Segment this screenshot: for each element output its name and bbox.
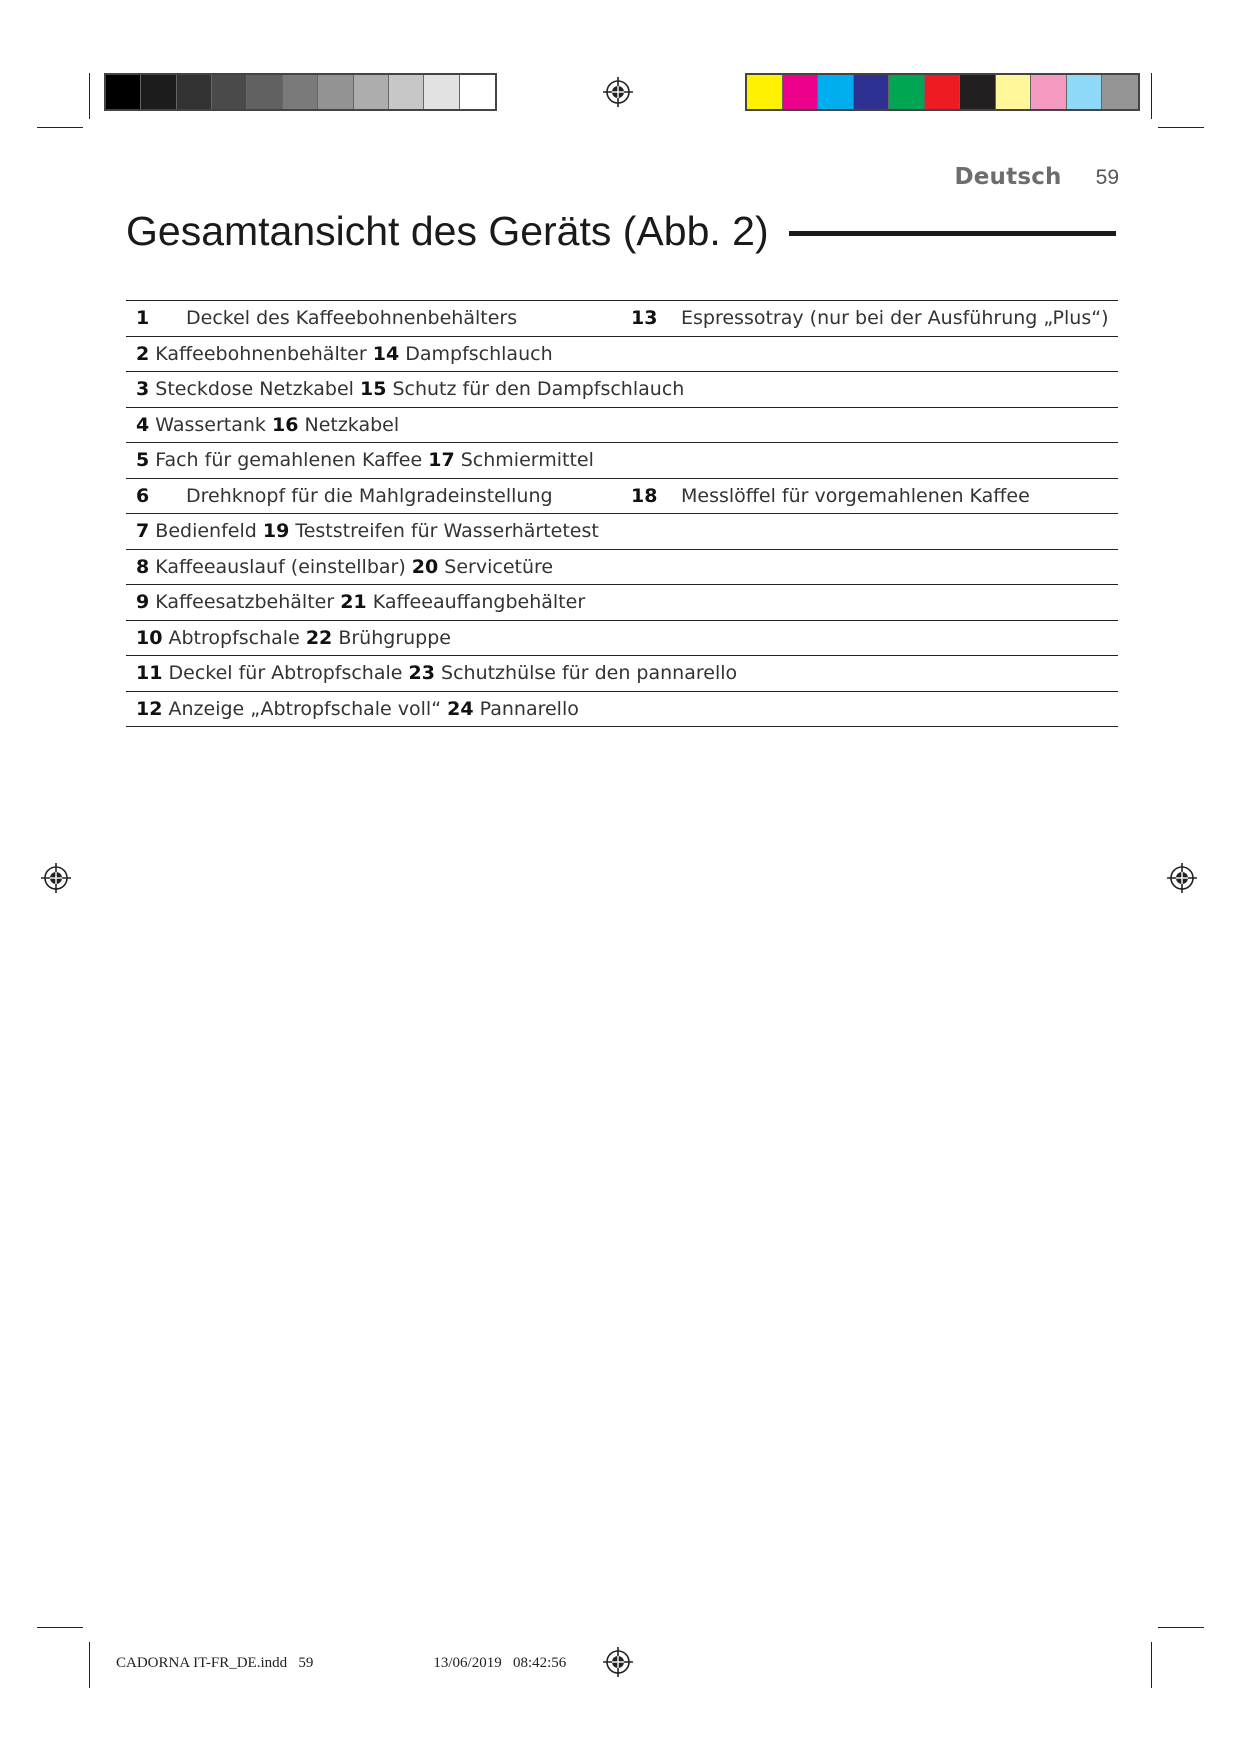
table-row <box>126 337 1118 373</box>
crop-mark <box>37 1627 83 1628</box>
part-number: 10 <box>136 626 163 649</box>
running-head <box>954 164 1119 190</box>
table-row <box>126 514 1118 550</box>
part-number: 5 <box>136 449 150 471</box>
color-swatch <box>747 75 783 109</box>
part-number: 9 <box>136 591 150 613</box>
part-number: 22 <box>305 626 333 649</box>
part-number: 4 <box>136 413 150 436</box>
part-name: Wassertank <box>155 413 266 436</box>
color-swatch <box>1031 75 1067 109</box>
color-swatch <box>141 75 176 109</box>
table-row-content <box>136 550 553 584</box>
color-swatch <box>212 75 247 109</box>
color-swatch <box>247 75 282 109</box>
color-swatch <box>460 75 495 109</box>
page-number: 59 <box>1095 166 1119 189</box>
part-name: Brühgruppe <box>338 626 451 649</box>
crop-mark <box>1158 1627 1204 1628</box>
color-control-bar <box>745 73 1140 111</box>
title-rule <box>789 231 1116 236</box>
part-name: Kaffeeauffangbehälter <box>372 591 586 613</box>
table-row <box>126 443 1118 479</box>
table-row <box>126 301 1118 337</box>
table-row <box>126 479 1118 515</box>
table-row-content <box>136 514 599 548</box>
parts-table <box>126 300 1118 727</box>
part-name: Bedienfeld <box>155 520 257 542</box>
table-row-content <box>136 372 684 406</box>
part-number: 1 <box>136 307 150 329</box>
part-name: Netzkabel <box>304 413 400 436</box>
color-swatch <box>1067 75 1103 109</box>
color-swatch <box>283 75 318 109</box>
table-row-content <box>136 408 399 442</box>
part-number: 24 <box>447 697 474 720</box>
part-name: Drehknopf für die Mahlgradeinstellung <box>186 484 553 507</box>
grayscale-control-bar <box>104 73 497 111</box>
part-number: 20 <box>411 555 439 578</box>
part-name: Kaffeesatzbehälter <box>155 591 335 613</box>
color-swatch <box>389 75 424 109</box>
part-name: Kaffeebohnenbehälter <box>155 342 367 365</box>
part-number: 18 <box>631 484 658 507</box>
color-swatch <box>1102 75 1138 109</box>
part-name: Deckel des Kaffeebohnenbehälters <box>186 307 518 329</box>
table-row-content <box>136 585 585 619</box>
crop-mark <box>89 1642 90 1688</box>
registration-target-icon <box>1166 862 1198 894</box>
part-name: Espressotray (nur bei der Ausführung „Plus“) <box>681 307 1109 329</box>
color-swatch <box>854 75 890 109</box>
file-slug: CADORNA IT-FR_DE.indd 59 13/06/2019 08:42:56 <box>116 1655 567 1671</box>
part-name: Schmiermittel <box>460 449 594 471</box>
table-row <box>126 692 1118 728</box>
part-name: Fach für gemahlenen Kaffee <box>155 449 423 471</box>
color-swatch <box>354 75 389 109</box>
table-row <box>126 656 1118 692</box>
table-row <box>126 372 1118 408</box>
color-swatch <box>783 75 819 109</box>
part-number: 2 <box>136 342 150 365</box>
table-row-content <box>136 621 451 655</box>
part-name: Steckdose Netzkabel <box>155 378 354 400</box>
part-number: 11 <box>136 662 163 684</box>
crop-mark <box>1151 1642 1152 1688</box>
part-name: Kaffeeauslauf (einstellbar) <box>155 555 406 578</box>
table-row-content <box>136 692 579 726</box>
part-name: Pannarello <box>479 697 579 720</box>
part-name: Teststreifen für Wasserhärtetest <box>295 520 599 542</box>
part-name: Schutzhülse für den pannarello <box>441 662 738 684</box>
table-row <box>126 585 1118 621</box>
part-number: 23 <box>408 662 435 684</box>
part-name: Abtropfschale <box>168 626 300 649</box>
crop-mark <box>1151 73 1152 119</box>
color-swatch <box>960 75 996 109</box>
color-swatch <box>177 75 212 109</box>
part-name: Dampfschlauch <box>405 342 553 365</box>
part-name: Anzeige „Abtropfschale voll“ <box>168 697 442 720</box>
part-number: 15 <box>359 378 387 400</box>
table-row <box>126 408 1118 444</box>
part-name: Deckel für Abtropfschale <box>168 662 403 684</box>
language-label: Deutsch <box>954 164 1062 190</box>
table-row <box>126 550 1118 586</box>
section-title: Gesamtansicht des Geräts (Abb. 2) <box>126 208 769 254</box>
color-swatch <box>106 75 141 109</box>
table-row-content <box>136 443 594 477</box>
part-number: 17 <box>428 449 455 471</box>
crop-mark <box>37 127 83 128</box>
color-swatch <box>818 75 854 109</box>
crop-mark <box>1158 127 1204 128</box>
part-number: 21 <box>340 591 367 613</box>
part-name: Servicetüre <box>444 555 554 578</box>
color-swatch <box>424 75 459 109</box>
table-row-content <box>136 337 553 371</box>
color-swatch <box>925 75 961 109</box>
part-number: 14 <box>372 342 400 365</box>
section-title-row <box>126 208 1116 255</box>
part-name: Messlöffel für vorgemahlenen Kaffee <box>681 484 1030 507</box>
color-swatch <box>318 75 353 109</box>
part-number: 19 <box>262 520 290 542</box>
color-swatch <box>889 75 925 109</box>
color-swatch <box>996 75 1032 109</box>
part-name: Schutz für den Dampfschlauch <box>392 378 685 400</box>
registration-target-icon <box>40 862 72 894</box>
part-number: 13 <box>631 307 658 329</box>
part-number: 16 <box>271 413 299 436</box>
registration-target-icon <box>602 76 634 108</box>
part-number: 7 <box>136 520 150 542</box>
table-row-content <box>136 656 737 690</box>
part-number: 6 <box>136 484 150 507</box>
part-number: 8 <box>136 555 150 578</box>
part-number: 12 <box>136 697 163 720</box>
table-row <box>126 621 1118 657</box>
crop-mark <box>89 73 90 119</box>
part-number: 3 <box>136 378 150 400</box>
registration-target-icon <box>602 1646 634 1678</box>
